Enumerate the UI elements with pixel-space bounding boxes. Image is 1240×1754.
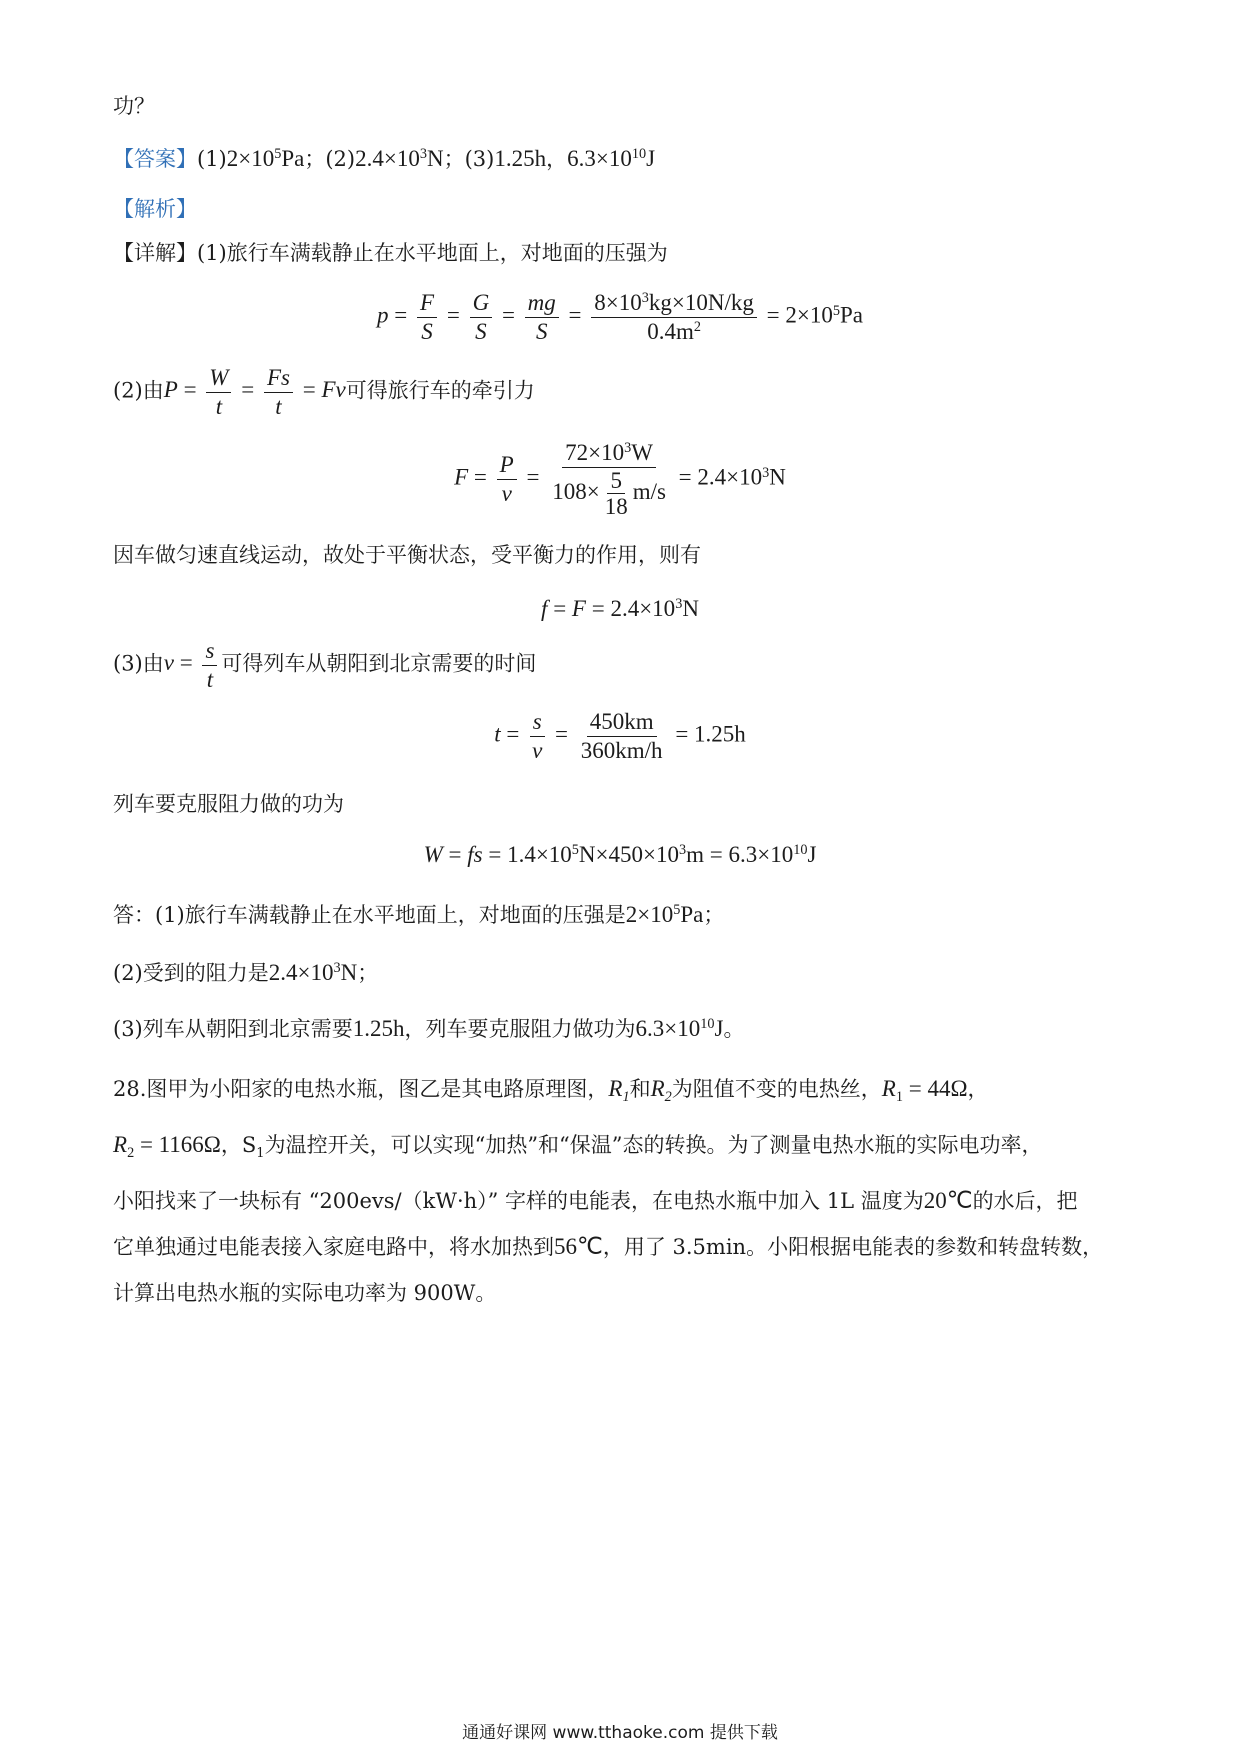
answer-tag: 【答案】: [113, 147, 197, 171]
q28-r1-symbol: $R_1$: [608, 1076, 630, 1105]
detail-text: (1)旅行车满载静止在水平地面上，对地面的压强为: [197, 241, 668, 265]
question-28-line-5: 计算出电热水瓶的实际电功率为 900W。: [113, 1281, 497, 1305]
q28-final-temp: 56℃: [554, 1234, 603, 1259]
conclusion-2-text: (2)受到的阻力是: [113, 961, 269, 985]
conclusion-work: $6.3\times 10^{10}J$: [635, 1016, 724, 1041]
conclusion-2: [113, 958, 378, 988]
answer-comma: ，: [546, 147, 568, 171]
work-text: 列车要克服阻力做的功为: [113, 792, 344, 816]
conclusion-2-end: ；: [357, 961, 379, 985]
continued-question-text: 功？: [113, 94, 155, 118]
conclusion-1: [113, 900, 724, 930]
balance-text: 因车做匀速直线运动，故处于平衡状态，受平衡力的作用，则有: [113, 543, 701, 567]
q28-r2-symbol: $R_2$: [650, 1076, 672, 1105]
conclusion-3-end: 。: [723, 1017, 745, 1041]
q28-line4-text: 它单独通过电能表接入家庭电路中，将水加热到: [113, 1235, 554, 1259]
conclusion-3-prefix: (3)列车从朝阳到北京需要: [113, 1017, 353, 1041]
q28-line4-end: ，用了 3.5min。小阳根据电能表的参数和转盘转数，: [602, 1235, 1104, 1259]
conclusion-1-end: ；: [703, 903, 725, 927]
q28-line2-rest: 为温控开关，可以实现“加热”和“保温”态的转换。为了测量电热水瓶的实际电功率，: [264, 1133, 1043, 1157]
time-equation: t = $\frac{s}{v}$ = $\frac{450km}{360km/h}$ = 1.25h: [494, 709, 746, 763]
step-3-prefix: (3)由: [113, 651, 164, 676]
friction-equation: $f = F = 2.4\times 10^3N$: [541, 596, 699, 621]
conclusion-force: $2.4\times 10^3N$: [268, 960, 358, 985]
answer-work: $6.3\times 10^{10}J$: [567, 146, 656, 171]
step-2-suffix: 可得旅行车的牵引力: [345, 378, 535, 403]
q28-text-a: 28.图甲为小阳家的电热水瓶，图乙是其电路原理图，: [113, 1077, 609, 1101]
answer-sep-1: ；(2): [304, 147, 356, 171]
q28-r1-value: $R_1 = 44\Omega$: [881, 1076, 968, 1105]
work-equation: W = fs = $1.4\times 10^5N\times 450\times 10^3m = 6.3\times 10^{10}J$: [423, 842, 817, 867]
q28-text-d: ，: [967, 1077, 989, 1101]
pressure-equation: p = $\frac{F}{S}$ = $\frac{G}{S}$ = $\frac{mg}{S}$ = $\frac{8\times 10^3kg\times 10N/kg}{0.4m^2}$ = $2\times 10^5Pa$: [377, 290, 863, 344]
q28-initial-temp: 20℃: [923, 1188, 973, 1213]
detail-tag: 【详解】: [113, 241, 197, 265]
question-28-line-2: $R_2 = 1166\Omega$，$S_1$为温控开关，可以实现“加热”和“保温”态的转换。为了测量电热水瓶的实际电功率，: [113, 1132, 1043, 1161]
answer-line: [113, 144, 655, 174]
answer-force: $2.4\times 10^3N$: [355, 146, 444, 171]
q28-switch-text: ，S: [220, 1133, 257, 1157]
footer-source: 通通好课网 www.tthaoke.com 提供下载: [462, 1723, 778, 1743]
answer-part1-label: (1): [197, 147, 227, 171]
detail-line: [113, 240, 668, 267]
conclusion-pressure: $2\times 10^5Pa$: [625, 902, 704, 927]
step-2-line: [113, 364, 535, 420]
step-3-line: [113, 637, 536, 693]
q28-text-b: 和: [629, 1077, 651, 1101]
question-28-line-1: [113, 1074, 989, 1104]
conclusion-3-middle: ，列车要克服阻力做功为: [404, 1017, 636, 1041]
conclusion-3: [113, 1014, 744, 1044]
power-formula: P = $\frac{W}{t}$ = $\frac{Fs}{t}$ = Fv: [163, 365, 346, 419]
answer-time: 1.25h: [494, 146, 547, 171]
step-3-suffix: 可得列车从朝阳到北京需要的时间: [221, 651, 537, 676]
analysis-tag: 【解析】: [113, 197, 197, 221]
q28-line3-text: 小阳找来了一块标有 “200evs/（kW·h）” 字样的电能表，在电热水瓶中加入 1L 温度为: [113, 1189, 924, 1213]
q28-line3-end: 的水后，把: [972, 1189, 1078, 1213]
answer-pressure: $2\times 10^5Pa$: [226, 146, 305, 171]
answer-sep-2: ；(3): [443, 147, 495, 171]
q28-text-c: 为阻值不变的电热丝，: [671, 1077, 882, 1101]
conclusion-1-text: 答：(1)旅行车满载静止在水平地面上，对地面的压强是: [113, 903, 626, 927]
question-28-line-4: [113, 1232, 1103, 1262]
q28-r2-value: $R_2 = 1166\Omega$: [113, 1132, 221, 1161]
question-28-line-3: [113, 1186, 1078, 1216]
traction-force-equation: F = $\frac{P}{v}$ = $72\times 10^3W$ 108× $\frac{5}{18}$ m/s = $2.4\times 10^3N$: [454, 440, 786, 519]
conclusion-time: 1.25h: [352, 1016, 405, 1041]
step-2-prefix: (2)由: [113, 378, 164, 403]
velocity-formula: v = $\frac{s}{t}$: [164, 650, 222, 675]
